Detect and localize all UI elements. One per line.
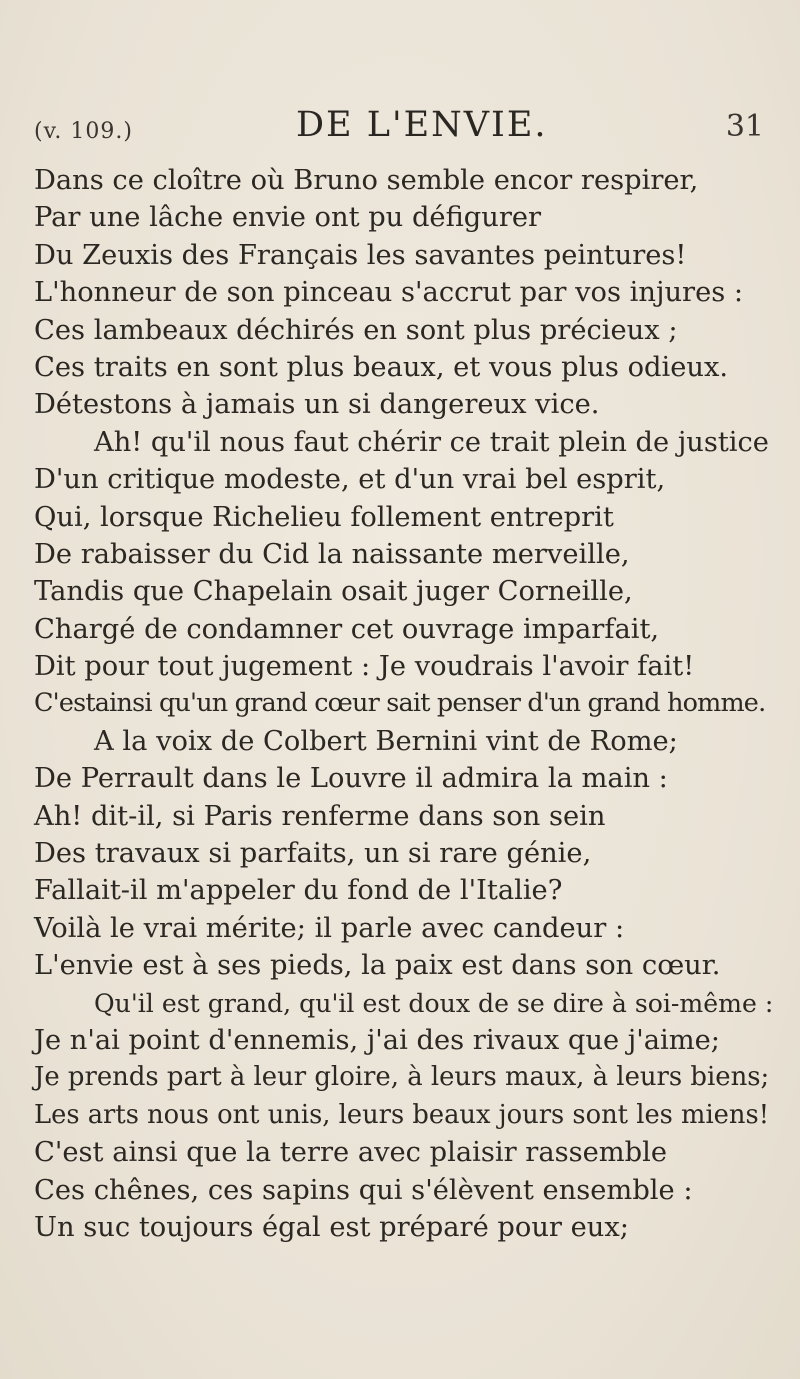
poem-line: Détestons à jamais un si dangereux vice. (34, 389, 600, 421)
poem-line: Je prends part à leur gloire, à leurs maux, à leurs biens; (34, 1062, 770, 1093)
poem-line: Ces traits en sont plus beaux, et vous plus odieux. (34, 351, 729, 383)
page-number: 31 (725, 109, 764, 144)
running-title: DE L'ENVIE. (296, 105, 548, 145)
poem-line: Qui, lorsque Richelieu follement entreprit (34, 501, 614, 533)
poem-line: D'un critique modeste, et d'un vrai bel esprit, (34, 464, 666, 496)
poem-line: De Perrault dans le Louvre il admira la main : (34, 763, 668, 795)
verse-reference: (v. 109.) (34, 119, 133, 144)
page-header (34, 105, 764, 153)
poem-line: Ah! qu'il nous faut chérir ce trait plein de justice (94, 426, 769, 458)
poem-line: Un suc toujours égal est préparé pour eux; (34, 1211, 629, 1243)
poem-line: Dans ce cloître où Bruno semble encor respirer, (34, 165, 699, 196)
poem-line: De rabaisser du Cid la naissante merveille, (34, 538, 630, 570)
poem-line: Fallait-il m'appeler du fond de l'Italie? (34, 875, 563, 907)
poem-line: Du Zeuxis des Français les savantes peintures! (34, 239, 687, 271)
poem-line: C'est ainsi que la terre avec plaisir rassemble (34, 1137, 668, 1169)
poem-line: C'estainsi qu'un grand cœur sait penser d'un grand homme. (34, 688, 766, 719)
poem-line: A la voix de Colbert Bernini vint de Rome; (94, 725, 678, 757)
poem-line: Par une lâche envie ont pu défigurer (34, 202, 542, 234)
poem-line: Dit pour tout jugement : Je voudrais l'avoir fait! (34, 651, 695, 683)
poem-line: Qu'il est grand, qu'il est doux de se dire à soi-même : (94, 988, 774, 1018)
poem-line: L'envie est à ses pieds, la paix est dans son cœur. (34, 950, 721, 982)
poem-line: L'honneur de son pinceau s'accrut par vos injures : (34, 277, 744, 309)
poem-line: Voilà le vrai mérite; il parle avec candeur : (34, 912, 625, 944)
poem-line: Chargé de condamner cet ouvrage imparfait, (34, 613, 660, 645)
poem-line: Ces chênes, ces sapins qui s'élèvent ensemble : (34, 1174, 693, 1206)
poem-line: Les arts nous ont unis, leurs beaux jours sont les miens! (34, 1099, 770, 1130)
poem-line: Tandis que Chapelain osait juger Corneille, (34, 576, 633, 608)
poem-line: Des travaux si parfaits, un si rare génie, (34, 838, 592, 870)
poem-line: Je n'ai point d'ennemis, j'ai des rivaux que j'aime; (34, 1024, 721, 1056)
poem-text (34, 162, 774, 1246)
poem-line: Ces lambeaux déchirés en sont plus précieux ; (34, 314, 678, 346)
poem-line: Ah! dit-il, si Paris renferme dans son sein (34, 800, 606, 832)
